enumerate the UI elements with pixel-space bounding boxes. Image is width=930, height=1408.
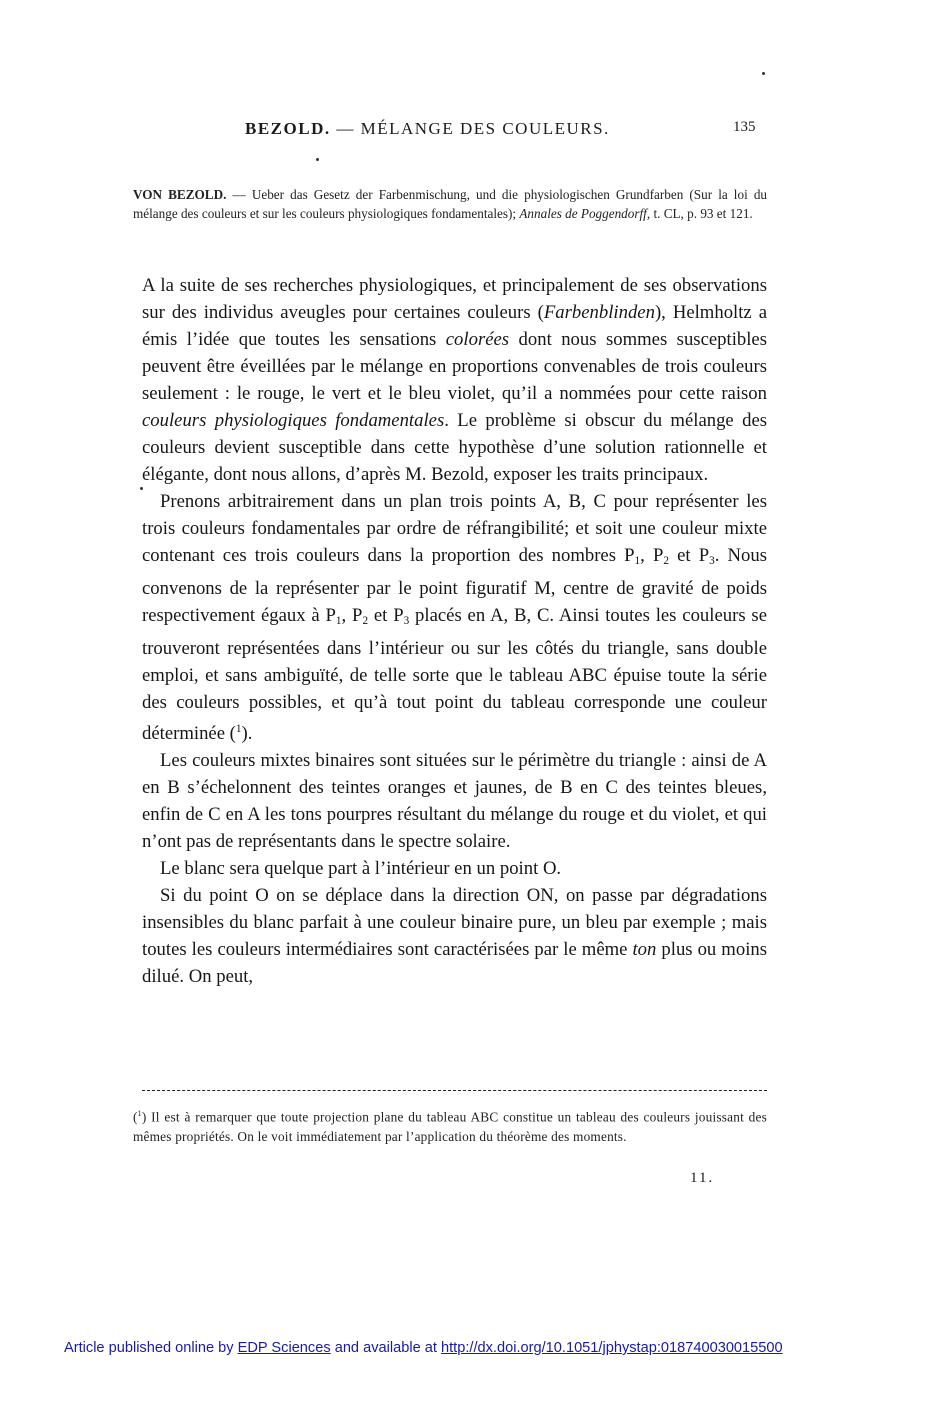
citation (133, 186, 767, 223)
footnote-mark: 1 (137, 1109, 142, 1118)
paragraph-4: Le blanc sera quelque part à l’intérieur en un point O. (160, 858, 562, 880)
citation-dash: — (232, 187, 246, 202)
page-number: 135 (733, 119, 756, 135)
paragraph-3: Les couleurs mixtes binaires sont situées sur le périmètre du triangle : ainsi de A en B s’échelonnent des teintes oranges et jaunes, de B en C des teintes bleues, enfin de C en A les tons pourpres résultant du mélange du rouge et du violet, et qui n’ont pas de représentants dans le spectre solaire. (142, 750, 767, 853)
publication-notice (64, 1340, 783, 1356)
running-header (245, 119, 610, 139)
footnote-rule (142, 1090, 767, 1091)
paragraph-2: Prenons arbitrairement dans un plan trois points A, B, C pour représenter les trois couleurs fondamentales par ordre de réfrangibilité; et soit une couleur mixte contenant ces trois couleurs dans la proportion des nombres $P_1$, $P_2$ et $P_3$. Nous convenons de la représenter par le point figuratif M, centre de gravité de poids respectivement égaux à $P_1$, $P_2$ et $P_3$ placés en A, B, C. Ainsi toutes les couleurs se trouveront représentées dans l’intérieur ou sur les côtés du triangle, sans double emploi, et sans ambiguïté, de telle sorte que le tableau ABC épuise toute la série des couleurs possibles, et qu’à tout point du tableau corresponde une couleur déterminée ($^1$). (142, 491, 767, 745)
term-couleurs-fondamentales: couleurs physiologiques fondamentales (142, 410, 445, 431)
citation-ref: , t. CL, p. 93 et 121. (646, 205, 753, 221)
publisher-link[interactable]: EDP Sciences (237, 1340, 331, 1356)
header-author: BEZOLD. (245, 119, 331, 138)
footnote-text: Il est à remarquer que toute projection plane du tableau ABC constitue un tableau des couleurs jouissant des mêmes propriétés. On le voit immédiatement par l’application du théorème des moments. (133, 1109, 767, 1145)
signature-mark: 11. (690, 1170, 715, 1186)
footnote: ($^1$) Il est à remarquer que toute projection plane du tableau ABC constitue un tableau des couleurs jouissant des mêmes propriétés. On le voit immédiatement par l’application du théorème des moments. (133, 1109, 767, 1145)
paragraph-5: Si du point O on se déplace dans la direction ON, on passe par dégradations insensibles du blanc parfait à une couleur binaire pure, un bleu par exemple ; mais toutes les couleurs intermédiaires sont caractérisées par le même ton plus ou moins dilué. On peut, (142, 885, 767, 988)
doi-link[interactable]: http://dx.doi.org/10.1051/jphystap:018740030015500 (441, 1340, 783, 1356)
term-farbenblinden: Farbenblinden (543, 302, 655, 323)
scan-speck (762, 72, 765, 75)
publication-prefix: Article published online by (64, 1340, 234, 1356)
citation-journal: Annales de Poggendorff (519, 205, 647, 221)
term-ton: ton (632, 939, 657, 961)
term-colorees: colorées (445, 329, 510, 350)
scan-speck (316, 158, 319, 161)
header-dash: — (336, 119, 355, 138)
citation-author: VON BEZOLD. (133, 187, 227, 202)
footnote-ref: 1 (235, 723, 242, 735)
citation-text: Ueber das Gesetz der Farbenmischung, und die physiologischen Grundfarben (Sur la loi du mélange des couleurs et sur les couleurs physiologiques fondamentales); (133, 187, 768, 221)
publication-middle: and available at (334, 1340, 437, 1356)
header-title: MÉLANGE DES COULEURS. (360, 119, 610, 138)
article-body (142, 272, 767, 990)
paragraph-1: A la suite de ses recherches physiologiques, et principalement de ses observations sur des individus aveugles pour certaines couleurs (Farbenblinden), Helmholtz a émis l’idée que toutes les sensations colorées dont nous sommes susceptibles peuvent être éveillées par le mélange en proportions convenables de trois couleurs seulement : le rouge, le vert et le bleu violet, qu’il a nommées pour cette raison couleurs physiologiques fondamentales. Le problème si obscur du mélange des couleurs devient susceptible dans cette hypothèse d’une solution rationnelle et élégante, dont nous allons, d’après M. Bezold, exposer les traits principaux. (142, 275, 768, 485)
